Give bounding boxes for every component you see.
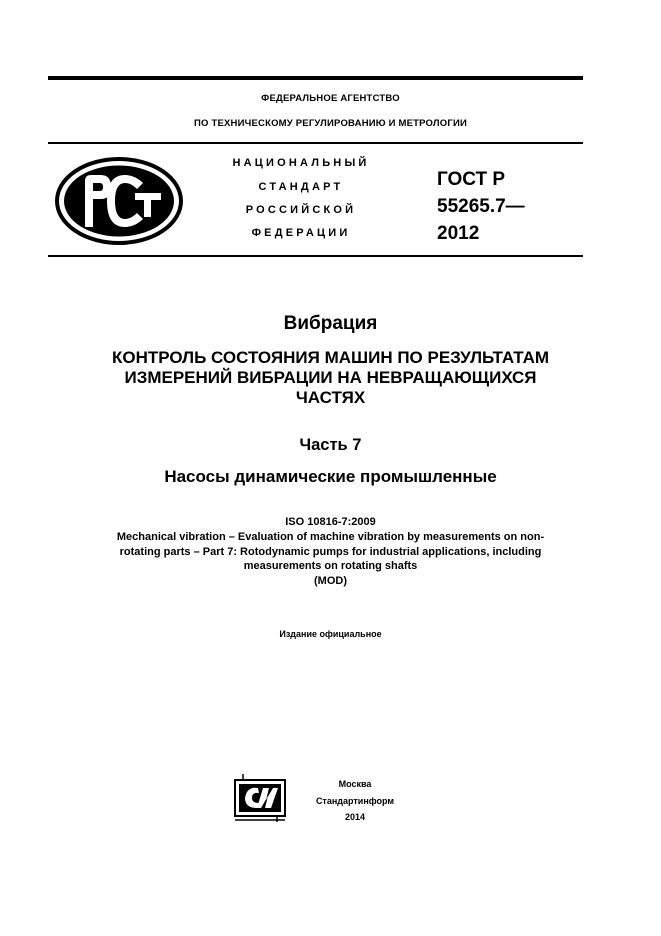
document-title: Вибрация: [283, 313, 378, 334]
national-line-2: СТАНДАРТ: [258, 181, 344, 193]
iso-title-line-3: measurements on rotating shafts: [243, 560, 418, 572]
iso-title-line-1: Mechanical vibration – Evaluation of machine vibration by measurements on non-: [116, 531, 545, 543]
iso-title-line-4: (MOD): [314, 574, 347, 587]
part-title: Насосы динамические промышленные: [164, 467, 497, 486]
rst-certification-mark-icon: [55, 157, 183, 250]
gost-number: [437, 166, 525, 247]
national-line-4: ФЕДЕРАЦИИ: [251, 227, 351, 239]
agency-line-2: ПО ТЕХНИЧЕСКОМУ РЕГУЛИРОВАНИЮ И МЕТРОЛОГИИ: [194, 118, 467, 129]
iso-title-line-2: rotating parts – Part 7: Rotodynamic pumps for industrial applications, including: [119, 545, 542, 558]
subtitle-line-2: ИЗМЕРЕНИЙ ВИБРАЦИИ НА НЕВРАЩАЮЩИХСЯ: [124, 368, 537, 387]
iso-title: [0, 530, 661, 588]
subtitle-line-1: КОНТРОЛЬ СОСТОЯНИЯ МАШИН ПО РЕЗУЛЬТАТАМ: [111, 348, 550, 367]
standard-block-rule: [48, 255, 583, 257]
agency-line-1: ФЕДЕРАЛЬНОЕ АГЕНТСТВО: [261, 93, 400, 104]
gost-line-3: 2012: [437, 223, 480, 244]
top-rule: [48, 76, 583, 80]
publisher-year: 2014: [344, 812, 366, 822]
gost-line-2: 55265.7—: [437, 196, 525, 217]
standartinform-emblem-icon: [233, 772, 287, 829]
national-line-3: РОССИЙСКОЙ: [245, 204, 357, 216]
iso-code: ISO 10816-7:2009: [285, 516, 376, 528]
header-divider: [48, 142, 583, 144]
publisher-city: Москва: [338, 779, 372, 789]
gost-line-1: ГОСТ Р: [437, 169, 506, 190]
document-subtitle: [0, 348, 661, 408]
part-number: Часть 7: [299, 436, 362, 454]
subtitle-line-3: ЧАСТЯХ: [295, 388, 366, 407]
publisher-name: Стандартинформ: [315, 795, 395, 806]
edition-label: Издание официальное: [279, 629, 382, 639]
publisher-info: [300, 776, 410, 826]
national-line-1: НАЦИОНАЛЬНЫЙ: [232, 157, 370, 169]
